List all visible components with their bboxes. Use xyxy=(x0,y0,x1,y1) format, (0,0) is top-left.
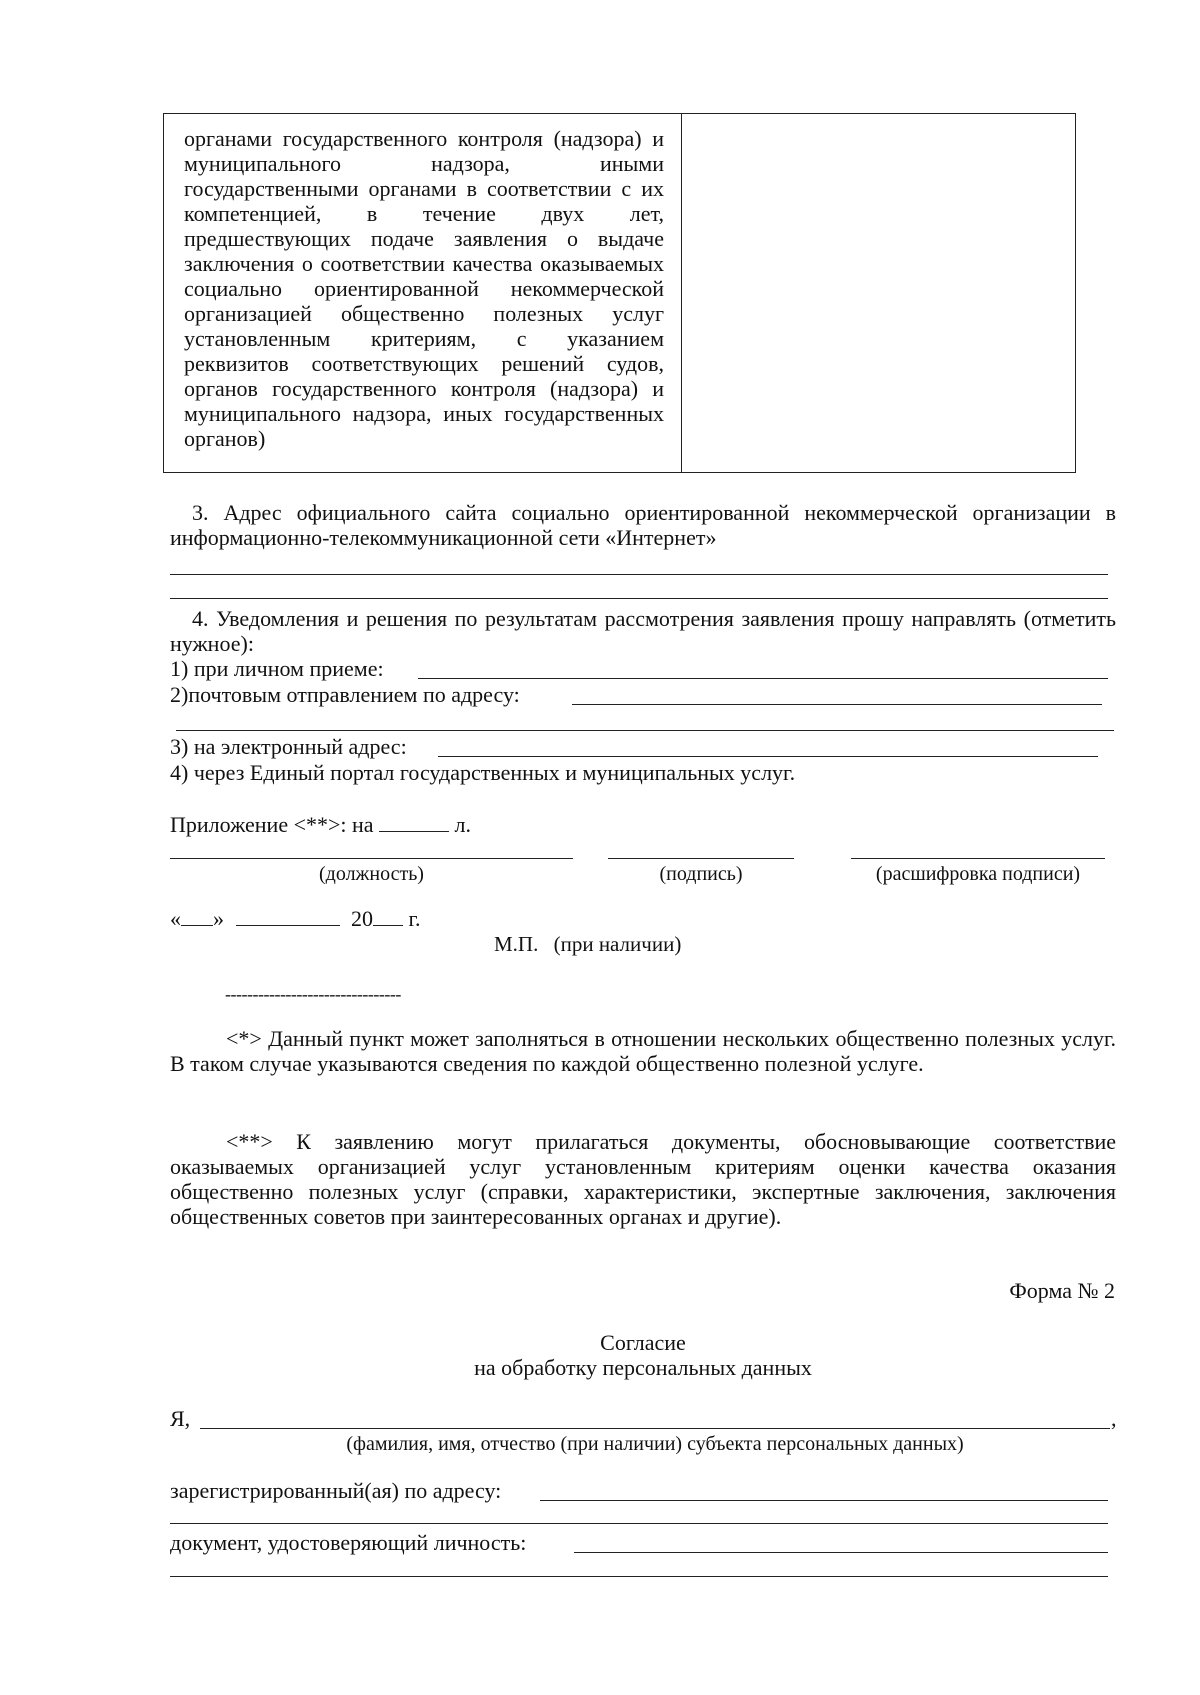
form-subtitle: на обработку персональных данных xyxy=(474,1355,812,1380)
table-column-divider xyxy=(681,114,682,472)
option-email: 3) на электронный адрес: xyxy=(170,734,407,759)
option-personal: 1) при личном приеме: xyxy=(170,656,384,681)
footnote-two: <**> К заявлению могут прилагаться документы, обосновывающие соответствие оказываемых организацией услуг установленным критериям оценки качества оказания общественно полезных услуг (справки, характеристики, экспертные заключения, заключения общественных советов при заинтересованных органах и другие). xyxy=(170,1129,1116,1229)
fio-comma: , xyxy=(1111,1406,1117,1431)
signature-line[interactable] xyxy=(608,858,794,859)
document-label: документ, удостоверяющий личность: xyxy=(170,1530,527,1555)
website-line-1[interactable] xyxy=(170,574,1108,575)
item4-intro: 4. Уведомления и решения по результатам рассмотрения заявления прошу направлять (отметить нужное): xyxy=(170,606,1116,656)
date-month-field[interactable] xyxy=(236,907,340,926)
table-left-cell: органами государственного контроля (надзора) и муниципального надзора, иными государственными органами в соответствии с их компетенцией, в течение двух лет, предшествующих подаче заявления о выдаче заключения о соответствии качества оказываемых социально ориентированной некоммерческой организацией общественно полезных услуг установленным критериям, с указанием реквизитов соответствующих решений судов, органов государственного контроля (надзора) и муниципального надзора, иных государственных органов) xyxy=(184,126,664,451)
option-portal: 4) через Единый портал государственных и муниципальных услуг. xyxy=(170,760,796,785)
form-number: Форма № 2 xyxy=(1009,1278,1115,1303)
decode-caption: (расшифровка подписи) xyxy=(875,863,1081,885)
footnote-one: <*> Данный пункт может заполняться в отношении нескольких общественно полезных услуг. В таком случае указываются сведения по каждой общественно полезной услуге. xyxy=(170,1026,1116,1076)
position-caption: (должность) xyxy=(319,863,424,885)
decode-line[interactable] xyxy=(851,858,1105,859)
date-line xyxy=(170,906,421,931)
stamp-note: (при наличии) xyxy=(553,932,682,956)
registered-line[interactable] xyxy=(540,1500,1108,1501)
option-mail: 2)почтовым отправлением по адресу: xyxy=(170,682,520,707)
appendix-suffix: л. xyxy=(454,812,472,837)
i-label: Я, xyxy=(170,1406,191,1431)
document-line[interactable] xyxy=(574,1552,1108,1553)
date-day-field[interactable] xyxy=(181,907,213,926)
stamp-area xyxy=(494,932,681,957)
option-email-line[interactable] xyxy=(438,756,1098,757)
appendix-label: Приложение <**>: на xyxy=(170,812,374,837)
fio-line[interactable] xyxy=(200,1428,1110,1429)
item3-text: 3. Адрес официального сайта социально ориентированной некоммерческой организации в информационно-телекоммуникационной сети «Интернет» xyxy=(170,500,1116,550)
option-personal-line[interactable] xyxy=(418,678,1108,679)
date-open-quote: « xyxy=(170,906,181,931)
date-year-suffix: г. xyxy=(408,906,421,931)
fio-caption: (фамилия, имя, отчество (при наличии) субъекта персональных данных) xyxy=(346,1433,964,1455)
form-title: Согласие xyxy=(600,1330,686,1355)
document-line-2[interactable] xyxy=(170,1576,1108,1577)
website-line-2[interactable] xyxy=(170,598,1108,599)
criteria-table xyxy=(163,113,1076,473)
date-close-quote: » xyxy=(213,906,224,931)
option-mail-line-2[interactable] xyxy=(176,730,1114,731)
signature-caption: (подпись) xyxy=(659,863,743,885)
date-year-field[interactable] xyxy=(373,907,403,926)
registered-label: зарегистрированный(ая) по адресу: xyxy=(170,1478,502,1503)
registered-line-2[interactable] xyxy=(170,1523,1108,1524)
option-mail-line[interactable] xyxy=(572,704,1102,705)
appendix-pages-field[interactable] xyxy=(379,813,449,832)
date-year-prefix: 20 xyxy=(351,906,373,931)
footnote-separator: -------------------------------- xyxy=(225,984,401,1004)
stamp-mp: М.П. xyxy=(494,932,539,956)
appendix-line xyxy=(170,812,471,837)
position-line[interactable] xyxy=(170,858,573,859)
